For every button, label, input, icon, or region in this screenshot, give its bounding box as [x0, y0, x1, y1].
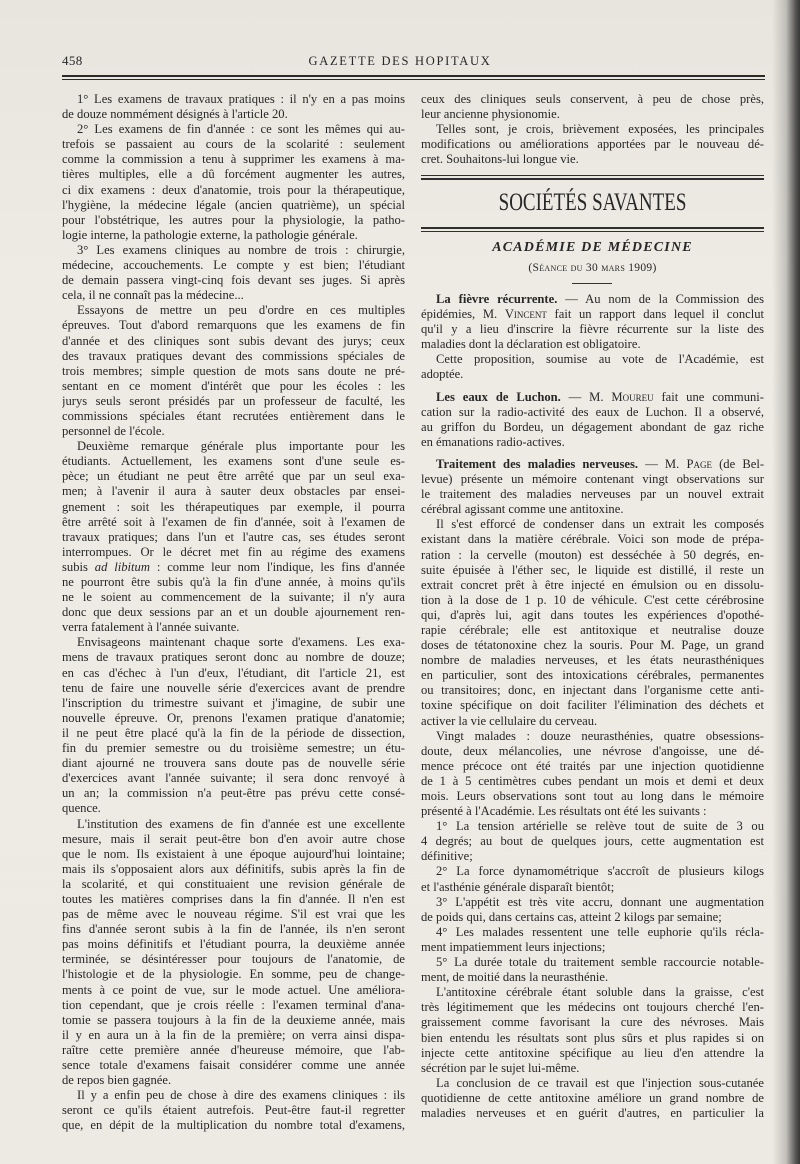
- text-line: logie interne, la pathologie externe, la pathologie générale.: [62, 227, 358, 242]
- text-line: Essayons de mettre un peu d'ordre en ces multiples: [77, 303, 405, 318]
- paragraph: [421, 517, 764, 728]
- text-line: l'histologie et de la physiologie. En somme, peu de change-: [62, 967, 405, 982]
- text-line: présenté à l'Académie. Les résultats ont été les suivants :: [421, 804, 707, 819]
- text-run: fait un rapport dans lequel il conclut: [546, 307, 764, 322]
- text-line: doses de tétatonoxine chez la souris. Pour M. Page, un grand: [421, 638, 764, 653]
- text-line: sécrétion par le sujet lui-même.: [421, 1060, 580, 1075]
- text-line: ment impatiemment leurs injections;: [421, 939, 606, 954]
- text-line: quotidienne de cette antitoxine améliore un grand nombre de: [421, 1090, 764, 1105]
- text-line: modifications ou améliorations apportées par le nouveau dé-: [421, 137, 764, 152]
- text-line: [62, 560, 405, 575]
- section-heading-rule: [421, 227, 764, 232]
- paragraph: [62, 122, 405, 243]
- text-line: qui, d'après lui, agit dans toutes les expériences d'opothé-: [421, 607, 764, 622]
- text-line: mois. Leurs observations sont tout au long dans le mémoire: [421, 789, 764, 803]
- text-line: men; à l'avenir il aura à sauter deux obstacles par ensei-: [62, 484, 405, 499]
- text-line: injecte cette antitoxine spécifique au lieu d'en attendre la: [421, 1045, 764, 1060]
- text-line: trois membres; simple question de mots sans doute ne pré-: [62, 363, 405, 378]
- small-caps-name: Moureu: [611, 389, 654, 404]
- text-line: cation sur la radio-activité des eaux de Luchon. Il a observé,: [421, 404, 764, 419]
- paragraph: [421, 819, 764, 864]
- text-line: étudiants. Actuellement, les examens sont d'une seule es-: [62, 454, 405, 469]
- text-line: 3° Les examens cliniques au nombre de trois : chirurgie,: [77, 242, 405, 257]
- text-line: tières multiples, elle a dû forcément augmenter les autres,: [62, 167, 405, 182]
- text-line: de 1 à 5 centimètres cubes pendant un mois et demi et deux: [421, 773, 764, 788]
- paragraph: [62, 635, 405, 816]
- text-line: graissement comme favorisant la cure des névroses. Mais: [421, 1015, 764, 1030]
- text-line: Envisageons maintenant chaque sorte d'examens. Les exa-: [77, 635, 405, 650]
- page-number: 458: [62, 53, 83, 68]
- text-line: mesure, mais il serait peut-être bon d'en avoir autre chose: [62, 831, 405, 846]
- text-line: jurys seuls seront présidés par un professeur de faculté, les: [62, 393, 405, 408]
- text-line: sentant en ce moment d'intérêt que pour les écoles : les: [62, 378, 405, 393]
- text-line: Deuxième remarque générale plus importante pour les: [77, 439, 405, 454]
- text-line: activer la vie cellulaire du cerveau.: [421, 713, 598, 728]
- text-line: bien entendu les résultats sont plus sûrs et plus rapides si on: [421, 1030, 764, 1045]
- text-line: raître cette première année d'heureuse mémoire, que l'ab-: [62, 1042, 405, 1057]
- text-line: Il y a enfin peu de chose à dire des examens cliniques : ils: [77, 1088, 405, 1103]
- bold-rubric: Les eaux de Luchon.: [436, 389, 561, 404]
- text-line: tion cependant, que je crois réelle : l'examen terminal d'ana-: [62, 997, 405, 1012]
- text-line: [421, 390, 764, 405]
- text-line: en émanations radio-actives.: [421, 434, 565, 449]
- text-line: il y en aura un à la fin de la première; on verra ainsi dispa-: [62, 1027, 405, 1042]
- paragraph: [62, 243, 405, 303]
- text-line: pèce; un étudiant ne peut être arrêté que par un seul exa-: [62, 469, 405, 484]
- text-line: au griffon du Bordeu, un dégagement abondant de gaz riche: [421, 419, 764, 434]
- text-line: 4° Les malades ressentent une telle euphorie qu'ils récla-: [436, 924, 764, 939]
- small-caps-name: Page: [686, 456, 712, 471]
- text-line: suite épuisée à l'éther sec, le liquide est distillé, il reste un: [421, 562, 764, 577]
- text-line: un an; la commission n'a peut-être pas prévu cette consé-: [62, 786, 405, 801]
- paragraph: [421, 985, 764, 1076]
- text-line: seront ce qu'ils étaient autrefois. Peut-être faut-il regretter: [62, 1103, 405, 1118]
- text-line: nouvelle épreuve. Or, prenons l'examen pratique d'anatomie;: [62, 710, 405, 725]
- text-line: qu'il y a lieu d'inscrire la fièvre récurrente sur la liste des: [421, 322, 764, 337]
- text-line: en cas d'échec à l'un d'eux, l'étudiant, dit l'article 21, est: [62, 665, 405, 680]
- section-separator-rule: [421, 175, 764, 180]
- text-line: 4 degrés; au bout de quelques jours, cette augmentation est: [421, 834, 764, 849]
- text-line: en particulier, sont des intoxications cérébrales, permanentes: [421, 668, 764, 683]
- text-line: Vingt malades : douze neurasthénies, quatre obsessions-: [436, 728, 764, 743]
- paragraph: [421, 895, 764, 925]
- text-line: être arrêté soit à l'examen de fin d'année, soit à l'examen de: [62, 514, 405, 529]
- text-line: très légitimement que les médecins ont toujours cherché l'en-: [421, 1000, 764, 1015]
- text-line: il ne peut être placé qu'à la fin de la période de dissection,: [62, 725, 405, 740]
- paragraph: [62, 439, 405, 635]
- text-line: quence.: [62, 801, 101, 816]
- text-run: — M.: [560, 389, 612, 404]
- text-line: travaux pratiques; dans l'un et l'autre cas, ses études seront: [62, 529, 405, 544]
- text-line: d'année et des cliniques sont subis devant des jurys; ceux: [62, 333, 405, 348]
- text-line: diant ajourné ne trouvera sans doute pas de nouvelle série: [62, 756, 405, 771]
- text-line: toutes les matières comprises dans la fin d'année. Il n'en est: [62, 891, 405, 906]
- session-date: (Séance du 30 mars 1909): [528, 262, 657, 274]
- paragraph: [421, 352, 764, 382]
- text-line: trefois se passaient au cours de la scolarité : seulement: [62, 137, 405, 152]
- text-run: — M.: [638, 456, 687, 471]
- text-line: commissions spéciales étant recrutées entièrement dans le: [62, 408, 405, 423]
- text-line: fin du premier semestre ou du troisième semestre; un étu-: [62, 741, 405, 756]
- text-line: tion à la dose de 1 p. 10 de véhicule. C'est cette cérébrosine: [421, 592, 764, 607]
- text-line: ne pourront être subis qu'à la fin d'une année, à moins qu'ils: [62, 575, 405, 589]
- text-line: maladies dont la déclaration est obligatoire.: [421, 337, 641, 352]
- text-line: Telles sont, je crois, brièvement exposées, les principales: [436, 122, 764, 137]
- text-line: L'antitoxine cérébrale étant soluble dans la graisse, c'est: [436, 985, 764, 1000]
- text-line: toxine spécifique on doit faciliter l'élimination des déchets et: [421, 698, 764, 713]
- text-line: que le nom. Ils existaient à une époque aujourd'hui lointaine;: [62, 846, 405, 861]
- text-line: [421, 307, 764, 322]
- header-rule: [62, 75, 765, 80]
- text-line: nombre de maladies nerveuses, et les états neurasthéniques: [421, 653, 764, 668]
- text-line: de douze nommément désignés à l'article 20.: [62, 107, 288, 122]
- text-line: [421, 457, 764, 472]
- right-column-continuation: [421, 92, 764, 167]
- text-line: [421, 292, 764, 307]
- text-line: 1° Les examens de travaux pratiques : il n'y en a pas moins: [77, 92, 405, 106]
- italic-phrase: ad libitum: [94, 559, 150, 574]
- text-line: que, en dépit de la multiplication du nombre total d'examens,: [62, 1118, 405, 1133]
- paragraph: [421, 864, 764, 894]
- text-line: médecine, accouchements. Le compte y est bien; l'étudiant: [62, 258, 405, 273]
- text-line: 2° La force dynamométrique s'accroît de plusieurs kilogs: [436, 864, 764, 879]
- text-line: ou transitoires; donc, en injectant dans l'organisme cette anti-: [421, 683, 764, 698]
- text-line: interrompues. Or le décret met fin au régime des examens: [62, 544, 405, 559]
- text-line: Il s'est efforcé de condenser dans un extrait les composés: [436, 517, 764, 532]
- paragraph: [62, 92, 405, 122]
- short-separator-rule: [572, 283, 612, 284]
- text-line: personnel de l'école.: [62, 424, 165, 439]
- text-line: épreuves. Tout d'abord remarquons que les examens de fin: [62, 318, 405, 333]
- text-line: ment, de moitié dans la neurasthénie.: [421, 970, 609, 985]
- text-line: maladies nerveuses et en guérit d'autres, en particulier la: [421, 1105, 764, 1120]
- text-line: pour l'obstétrique, les autres pour la physiologie, la patho-: [62, 212, 405, 227]
- text-run: fait une communi-: [653, 389, 764, 404]
- text-line: Cette proposition, soumise au vote de l'Académie, est: [436, 352, 764, 367]
- text-line: de repos bien gagnée.: [62, 1073, 172, 1088]
- text-line: verra fatalement à l'année suivante.: [62, 620, 240, 635]
- text-line: et l'asthénie générale disparaît bientôt;: [421, 879, 615, 894]
- text-line: de poids qui, dans certains cas, atteint 2 kilogs par semaine;: [421, 909, 722, 924]
- paragraph: [421, 92, 764, 122]
- section-heading: [421, 189, 764, 217]
- text-line: des travaux pratiques devant des commissions spéciales de: [62, 348, 405, 363]
- text-line: doute, deux mélancolies, une névrose d'angoisse, une dé-: [421, 743, 764, 758]
- text-line: ceux des cliniques seuls conservent, à peu de chose près,: [421, 92, 764, 106]
- text-line: cret. Souhaitons-lui longue vie.: [421, 152, 579, 167]
- text-line: fins d'année seront subis à la fin de l'année, ils n'en seront: [62, 922, 405, 937]
- text-line: ci dix examens : deux d'anatomie, trois pour la thérapeutique,: [62, 182, 405, 197]
- text-line: terminée, se désintéresser pour toujours de l'anatomie, de: [62, 952, 405, 967]
- text-run: — Au nom de la Commission des: [557, 292, 764, 306]
- text-line: mens de travaux pratiques seront donc au nombre de douze;: [62, 650, 405, 665]
- text-line: de demain passera vingt-cinq fois devant ses juges. Si après: [62, 273, 405, 288]
- text-line: ne le soient au commencement de la suivante; il n'y aura: [62, 590, 405, 605]
- paragraph: [421, 925, 764, 955]
- paragraph: [421, 729, 764, 820]
- text-run: épidémies, M.: [421, 307, 505, 322]
- society-heading: ACADÉMIE DE MÉDECINE: [492, 240, 693, 255]
- text-line: tomie se passera toujours à la fin de la deuxieme année, mais: [62, 1012, 405, 1027]
- text-line: tenu de faire une nouvelle série d'exercices avant de prendre: [62, 680, 405, 695]
- text-run: : comme leur nom l'indique, les fins d'année: [149, 559, 405, 574]
- text-line: la scolarité, et qui constituaient une revision générale de: [62, 876, 405, 891]
- text-line: l'inscription du trimestre suivant et j'imagine, de subir une: [62, 695, 405, 710]
- paragraph: [421, 122, 764, 167]
- paragraph: [421, 390, 764, 450]
- paragraph: [62, 817, 405, 1089]
- paragraph: [62, 303, 405, 439]
- text-line: pas moins définitifs et l'étudiant pourra, la deuxième année: [62, 937, 405, 952]
- text-line: 3° L'appétit est très vite accru, donnant une augmentation: [436, 894, 764, 909]
- text-line: 2° Les examens de fin d'année : ce sont les mêmes qui au-: [77, 122, 405, 137]
- bold-rubric: Traitement des maladies nerveuses.: [436, 456, 639, 471]
- paragraph: [421, 292, 764, 352]
- text-run: subis: [62, 559, 95, 574]
- text-line: gnement : soit les thérapeutiques par exemple, il pourra: [62, 499, 405, 514]
- text-line: le traitement des maladies nerveuses par un nouvel extrait: [421, 487, 764, 502]
- text-line: L'institution des examens de fin d'année est une excellente: [77, 816, 405, 831]
- text-line: comme la commission a tenu à supprimer les examens à ma-: [62, 152, 405, 167]
- paragraph: [421, 457, 764, 517]
- text-line: adoptée.: [421, 367, 464, 382]
- text-line: levue) présente un mémoire contenant vingt observations sur: [421, 472, 764, 487]
- left-column: [62, 92, 405, 1133]
- journal-title: GAZETTE DES HOPITAUX: [308, 54, 492, 68]
- text-line: cela, il ne connaît pas la médecine...: [62, 288, 244, 303]
- text-line: ration : la cervelle (mouton) est desséchée à 50 degrés, en-: [421, 547, 764, 562]
- paragraph: [421, 955, 764, 985]
- text-line: cérébral agissant comme une antitoxine.: [421, 502, 624, 517]
- text-line: 5° La durée totale du traitement semble raccourcie notable-: [436, 955, 764, 970]
- text-line: 1° La tension artérielle se relève tout de suite de 3 ou: [436, 819, 764, 834]
- text-line: pas de même avec le nouveau régime. S'il est vrai que les: [62, 907, 405, 922]
- text-line: mais ils s'opposaient alors aux définitifs, subis après la fin de: [62, 861, 405, 876]
- text-line: donc que deux sessions par an et un double ajournement ren-: [62, 605, 405, 620]
- text-line: leur ancienne physionomie.: [421, 107, 560, 122]
- text-line: existant dans la matière cérébrale. Voici son mode de prépa-: [421, 532, 764, 547]
- text-line: l'hygiène, la médecine légale (ancien quatrième), un spécial: [62, 197, 405, 212]
- bold-rubric: La fièvre récurrente.: [436, 292, 558, 306]
- text-line: mence précoce ont été traités par une injection quotidienne: [421, 758, 764, 773]
- text-line: définitive;: [421, 849, 473, 864]
- text-line: rapie cérébrale; elle est antitoxique et neutralise douze: [421, 622, 764, 637]
- right-column-proceedings: [421, 292, 764, 1121]
- text-line: d'exercices avant l'année suivante; il sera donc renvoyé à: [62, 771, 405, 786]
- section-heading-text: SOCIÉTÉS SAVANTES: [498, 189, 687, 216]
- text-line: extrait concret prêt à être injecté en émulsion ou en dissolu-: [421, 577, 764, 592]
- paragraph: [62, 1088, 405, 1133]
- text-run: (de Bel-: [711, 456, 764, 471]
- text-line: La conclusion de ce travail est que l'injection sous-cutanée: [436, 1075, 764, 1090]
- text-line: sence totale d'examens faisait considérer comme une année: [62, 1058, 405, 1072]
- small-caps-name: Vincent: [504, 307, 547, 322]
- text-line: ments à ce point de vue, sur le mode actuel. Une améliora-: [62, 982, 405, 997]
- paragraph: [421, 1076, 764, 1121]
